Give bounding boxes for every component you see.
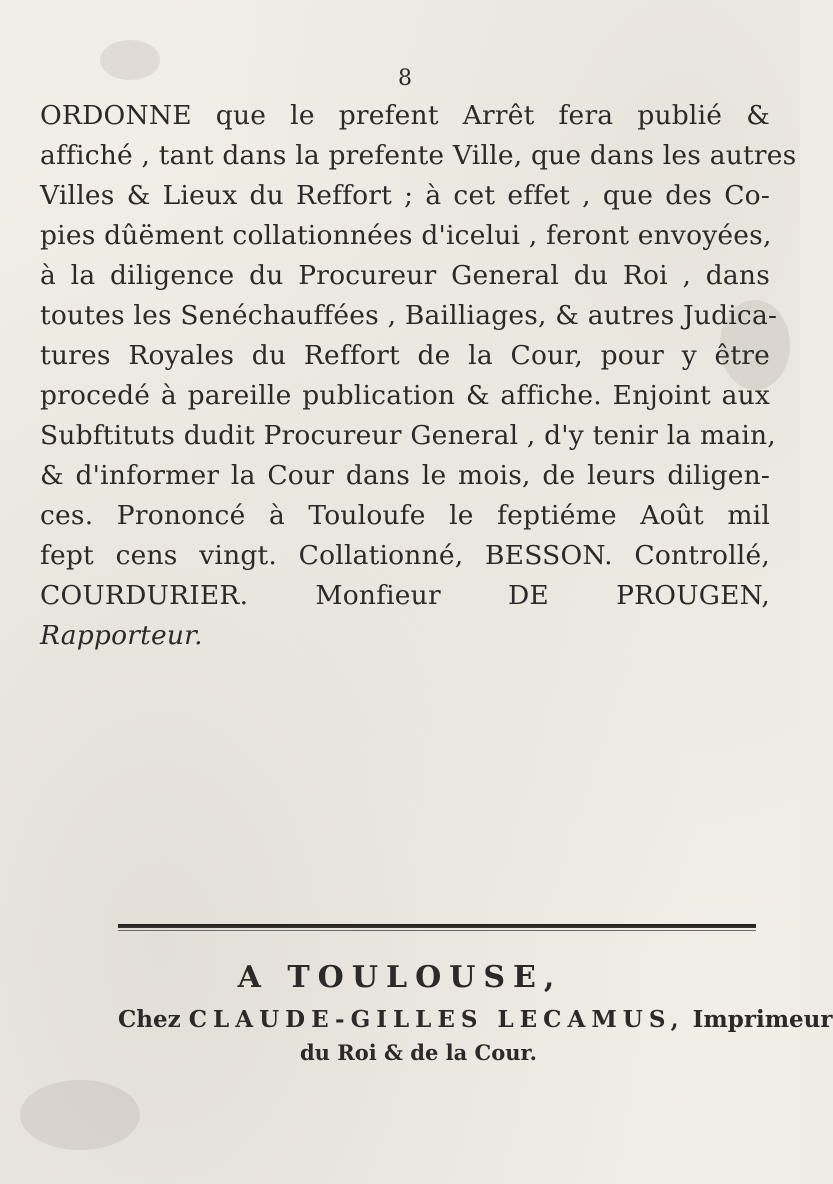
text-line: procedé à pareille publication & affiche. Enjoint aux <box>40 380 770 411</box>
decree-text <box>40 96 797 656</box>
text-line: Subftituts dudit Procureur General , d'y tenir la main, <box>40 420 776 451</box>
text-line: affiché , tant dans la prefente Ville, que dans les autres <box>40 140 797 171</box>
text-line: ces. Prononcé à Touloufe le feptiéme Août mil <box>40 500 770 531</box>
printer-title: Imprimeur <box>692 1006 833 1033</box>
paper-stain <box>20 1080 140 1150</box>
imprint-printer <box>118 1006 833 1033</box>
text-line: tures Royales du Reffort de la Cour, pour y être <box>40 340 770 371</box>
text-line: COURDURIER. Monfieur DE PROUGEN, <box>40 580 770 611</box>
text-line: Villes & Lieux du Reffort ; à cet effet , que des Co- <box>40 180 770 211</box>
text-line: ORDONNE que le prefent Arrêt fera publié & <box>40 100 770 131</box>
printer-subtitle: du Roi & de la Cour. <box>300 1040 537 1065</box>
text-line: pies dûëment collationnées d'icelui , feront envoyées, <box>40 220 772 251</box>
imprint-city: A TOULOUSE, <box>237 960 563 995</box>
text-line: & d'informer la Cour dans le mois, de leurs diligen- <box>40 460 770 491</box>
imprint-rule-thin <box>118 930 756 931</box>
imprint-rule <box>118 924 756 928</box>
printer-name: CLAUDE-GILLES LECAMUS, <box>188 1006 685 1033</box>
text-line: à la diligence du Procureur General du Roi , dans <box>40 260 770 291</box>
text-line: fept cens vingt. Collationné, BESSON. Controllé, <box>40 540 770 571</box>
text-line: toutes les Senéchauffées , Bailliages, & autres Judica- <box>40 300 778 331</box>
printer-prefix: Chez <box>118 1006 181 1033</box>
paper-stain <box>100 40 160 80</box>
page-number: 8 <box>398 66 412 91</box>
rapporteur-line: Rapporteur. <box>40 620 203 651</box>
